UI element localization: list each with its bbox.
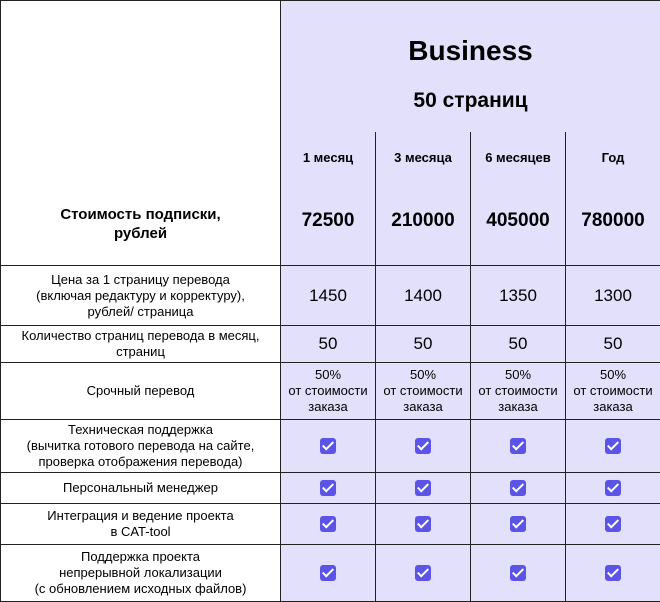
check-cell <box>281 504 376 545</box>
period-label: Год <box>601 150 625 165</box>
check-cell <box>471 545 566 602</box>
check-cell <box>566 504 660 545</box>
period-col-3 <box>471 132 566 266</box>
checkbox-checked-icon <box>320 480 336 496</box>
period-col-2 <box>376 132 471 266</box>
check-cell <box>566 545 660 602</box>
row-label-urgent: Срочный перевод <box>1 363 281 420</box>
checkbox-checked-icon <box>510 516 526 532</box>
check-cell <box>376 545 471 602</box>
period-price: 210000 <box>391 210 455 231</box>
checkbox-checked-icon <box>510 565 526 581</box>
period-price: 405000 <box>486 210 550 231</box>
table-row <box>1 326 660 363</box>
check-cell <box>376 420 471 473</box>
period-col-4 <box>566 132 660 266</box>
check-cell <box>376 504 471 545</box>
checkbox-checked-icon <box>605 438 621 454</box>
period-label: 6 месяцев <box>485 150 551 165</box>
checkbox-checked-icon <box>415 516 431 532</box>
checkbox-checked-icon <box>605 565 621 581</box>
table-row <box>1 266 660 326</box>
row-label-manager: Персональный менеджер <box>1 473 281 504</box>
table-row <box>1 363 660 420</box>
checkbox-checked-icon <box>415 565 431 581</box>
pages-per-month-value: 50 <box>376 326 471 363</box>
table-row <box>1 504 660 545</box>
check-cell <box>281 420 376 473</box>
checkbox-checked-icon <box>510 480 526 496</box>
period-price: 72500 <box>301 210 355 231</box>
check-cell <box>471 504 566 545</box>
row-label-cat-tool: Интеграция и ведение проекта в CAT-tool <box>1 504 281 545</box>
period-price: 780000 <box>581 210 645 231</box>
checkbox-checked-icon <box>320 516 336 532</box>
check-cell <box>281 473 376 504</box>
pages-per-month-value: 50 <box>471 326 566 363</box>
checkbox-checked-icon <box>605 480 621 496</box>
check-cell <box>566 473 660 504</box>
check-cell <box>471 473 566 504</box>
checkbox-checked-icon <box>320 438 336 454</box>
urgent-value: 50% от стоимости заказа <box>471 363 566 420</box>
price-per-page-value: 1400 <box>376 266 471 326</box>
row-label-support: Техническая поддержка (вычитка готового перевода на сайте, проверка отображения перевода) <box>1 420 281 473</box>
row-label-pages-per-month: Количество страниц перевода в месяц, страниц <box>1 326 281 363</box>
row-label-price-per-page: Цена за 1 страницу перевода (включая редактуру и корректуру), рублей/ страница <box>1 266 281 326</box>
pages-per-month-value: 50 <box>566 326 660 363</box>
checkbox-checked-icon <box>415 438 431 454</box>
period-label: 1 месяц <box>302 150 354 165</box>
price-per-page-value: 1350 <box>471 266 566 326</box>
period-label: 3 месяца <box>394 150 452 165</box>
plan-title: Business <box>408 35 533 66</box>
table-row <box>1 545 660 602</box>
table-row <box>1 473 660 504</box>
checkbox-checked-icon <box>605 516 621 532</box>
price-per-page-value: 1300 <box>566 266 660 326</box>
period-col-1 <box>281 132 376 266</box>
urgent-value: 50% от стоимости заказа <box>281 363 376 420</box>
checkbox-checked-icon <box>320 565 336 581</box>
check-cell <box>566 420 660 473</box>
plan-header-row <box>1 1 660 133</box>
pages-per-month-value: 50 <box>281 326 376 363</box>
table-row <box>1 420 660 473</box>
row-label-localization: Поддержка проекта непрерывной локализации (с обновлением исходных файлов) <box>1 545 281 602</box>
plan-pages: 50 страниц <box>413 89 528 112</box>
plan-header <box>281 1 660 133</box>
check-cell <box>376 473 471 504</box>
subscription-cost-label: Стоимость подписки, рублей <box>1 1 281 266</box>
check-cell <box>281 545 376 602</box>
check-cell <box>471 420 566 473</box>
urgent-value: 50% от стоимости заказа <box>376 363 471 420</box>
price-per-page-value: 1450 <box>281 266 376 326</box>
checkbox-checked-icon <box>510 438 526 454</box>
urgent-value: 50% от стоимости заказа <box>566 363 660 420</box>
checkbox-checked-icon <box>415 480 431 496</box>
